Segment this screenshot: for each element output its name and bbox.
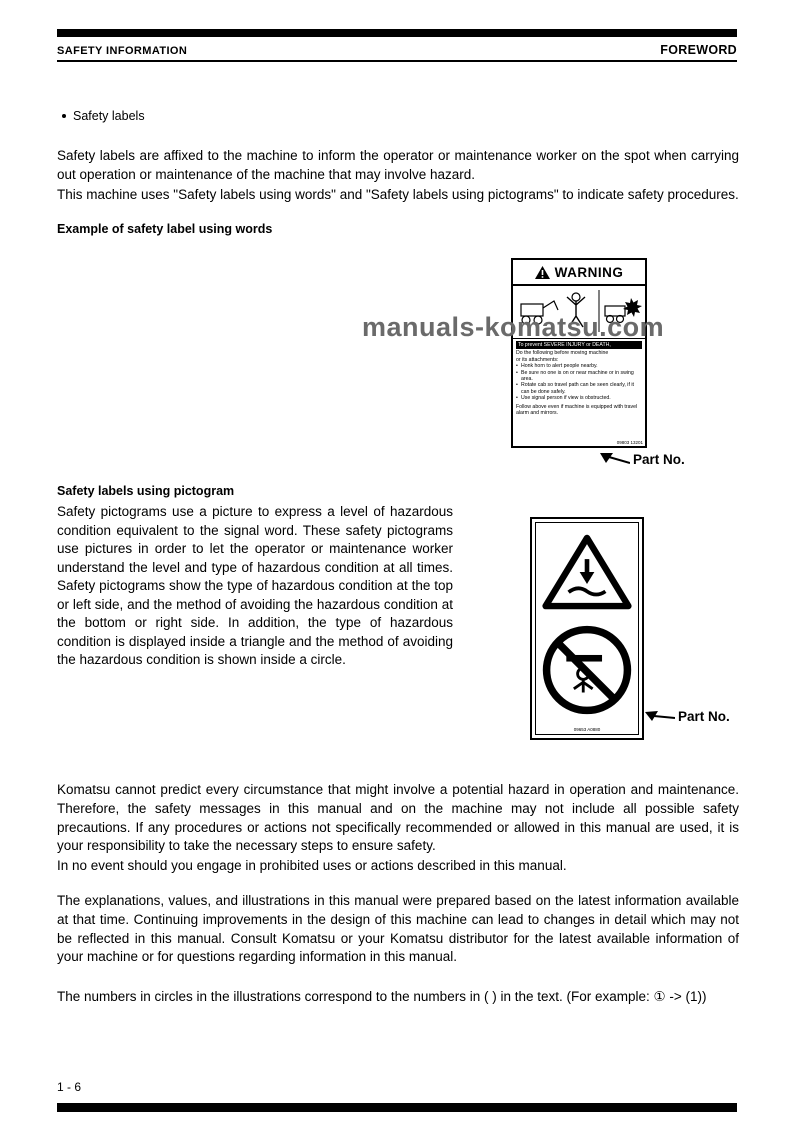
bullet-icon: [62, 114, 66, 118]
crush-hazard-triangle-icon: [541, 531, 633, 613]
pictogram-label-part-code: 09653 A0880: [573, 727, 601, 732]
warning-bullet-4: • Use signal person if view is obstructed.: [516, 395, 642, 401]
warning-label-text: [513, 339, 645, 440]
top-rule-bar: [57, 29, 737, 37]
header-section-title: SAFETY INFORMATION: [57, 45, 188, 57]
part-no-label: Part No.: [678, 708, 730, 724]
pictogram-safety-label: [530, 517, 644, 740]
warning-alert-line: To prevent SEVERE INJURY or DEATH,: [516, 341, 642, 349]
bullet-heading-label: Safety labels: [73, 109, 145, 123]
closing-paragraph-4: The numbers in circles in the illustrations correspond to the numbers in ( ) in the text. (For example: ① -> (1)): [57, 989, 707, 1004]
warning-label-title: WARNING: [554, 264, 624, 280]
page-number: 1 - 6: [57, 1080, 82, 1094]
warning-word-label: [511, 258, 647, 448]
part-no-callout-pictogram: [645, 708, 730, 724]
page-header: [57, 43, 737, 57]
watermark-text: manuals-komatsu.com: [362, 312, 665, 342]
warning-triangle-icon: [535, 266, 550, 279]
warning-intro-line-1: Do the following before moving machine: [516, 350, 609, 357]
header-chapter-title: FOREWORD: [660, 43, 737, 57]
closing-paragraph-3: The explanations, values, and illustrations in this manual were prepared based on the latest information available at that time. Continuing improvements in the design of this machine can lead to changes in detail which may not be reflected in this manual. Consult Komatsu or your Komatsu distributor for the latest available information of your machine or for questions regarding information in this manual.: [57, 893, 739, 965]
intro-paragraph-1: Safety labels are affixed to the machine to inform the operator or maintenance worker on the spot when carrying out operation or maintenance of the machine that may involve hazard.: [57, 148, 739, 182]
warning-intro-line-2: or its attachments:: [516, 356, 559, 363]
pictogram-label-inner: [535, 522, 639, 735]
warning-bullet-3: • Rotate cab so travel path can be seen clearly, if it can be done safely.: [516, 382, 642, 395]
prohibition-circle-icon: [540, 623, 634, 717]
part-no-label: Part No.: [633, 451, 685, 467]
bottom-rule-bar: [57, 1103, 737, 1112]
warning-note: Follow above even if machine is equipped with travel alarm and mirrors.: [516, 403, 638, 417]
intro-paragraph-2: This machine uses "Safety labels using words" and "Safety labels using pictograms" to indicate safety procedures.: [57, 187, 739, 202]
warning-label-part-code: 09803 13201: [616, 440, 643, 445]
bullet-heading-safety-labels: [62, 109, 145, 123]
closing-paragraph-1: Komatsu cannot predict every circumstance that might involve a potential hazard in operation and maintenance. Therefore, the safety messages in this manual and on the machine may not include all possible safety precautions. If any procedures or actions not specifically recommended or allowed in this manual are used, it is your responsibility to take the necessary steps to ensure safety.: [57, 782, 739, 854]
header-rule: [57, 60, 737, 62]
pictogram-section-body: Safety pictograms use a picture to express a level of hazardous condition equivalent to the signal word. These safety pictograms use pictures in order to let the operator or maintenance worker understand the level and type of hazardous condition at all times. Safety pictograms show the type of hazardous condition at the top or left side, and the method of avoiding the hazardous condition at the bottom or right side. In addition, the type of hazardous condition is displayed inside a triangle and the method of avoiding the hazardous condition is shown inside a circle.: [57, 504, 453, 667]
part-no-arrow-icon: [645, 708, 675, 724]
closing-paragraph-2: In no event should you engage in prohibited uses or actions described in this manual.: [57, 858, 567, 873]
warning-bullet-2: • Be sure no one is on or near machine or in swing area.: [516, 370, 642, 383]
part-no-arrow-icon: [600, 451, 630, 467]
part-no-callout-words: [600, 451, 685, 467]
warning-label-header: [513, 260, 645, 286]
warning-bullet-1: • Honk horn to alert people nearby.: [516, 363, 642, 369]
heading-example-words: Example of safety label using words: [57, 222, 273, 236]
heading-safety-labels-pictogram: Safety labels using pictogram: [57, 484, 235, 498]
